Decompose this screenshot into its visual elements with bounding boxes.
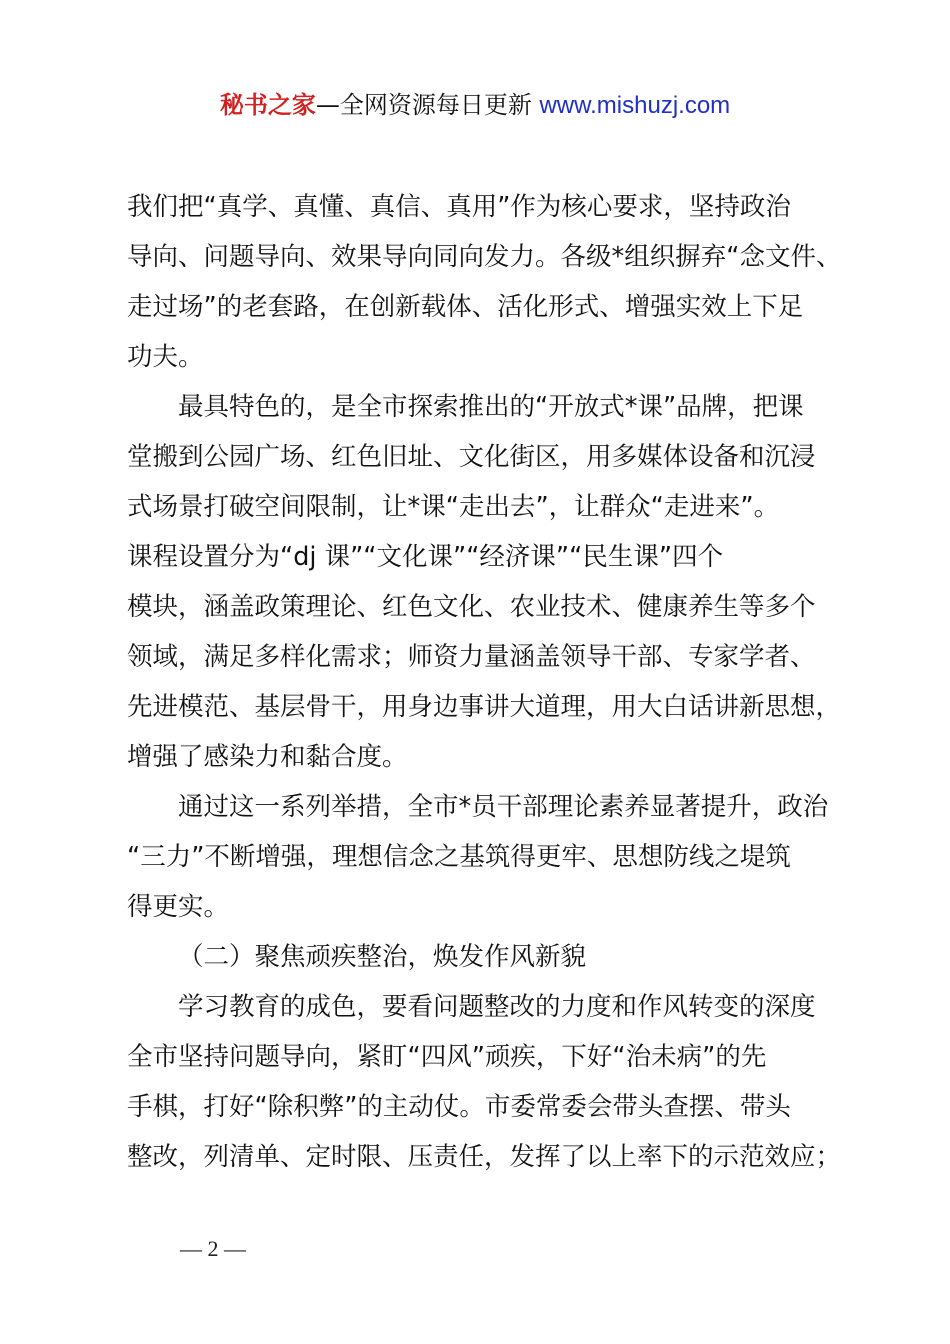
text-line: 课程设置分为“dj 课”“文化课”“经济课”“民生课”四个 (127, 542, 724, 572)
text-line: 增强了感染力和黏合度。 (127, 742, 408, 772)
header-url-link[interactable]: www.mishuzj.com (539, 92, 731, 119)
text-line: 式场景打破空间限制，让*课“走出去”，让群众“走进来”。 (127, 492, 780, 522)
page-number: — 2 — (180, 1236, 246, 1261)
section-heading: （二）聚焦顽疾整治，焕发作风新貌 (178, 942, 587, 972)
text-line: 全市坚持问题导向，紧盯“四风”顽疾，下好“治未病”的先 (127, 1042, 767, 1072)
text-line: 堂搬到公园广场、红色旧址、文化街区，用多媒体设备和沉浸 (127, 442, 816, 472)
text-line: 导向、问题导向、效果导向同向发力。各级*组织摒弃“念文件、 (127, 242, 842, 272)
text-line: 得更实。 (127, 892, 230, 922)
text-line: 整改，列清单、定时限、压责任，发挥了以上率下的示范效应； (127, 1142, 842, 1172)
text-line: 功夫。 (127, 342, 204, 372)
document-header (0, 88, 950, 123)
header-tagline: —全网资源每日更新 (315, 91, 540, 119)
text-line: 领域，满足多样化需求；师资力量涵盖领导干部、专家学者、 (127, 642, 816, 672)
text-line: 手棋，打好“除积弊”的主动仗。市委常委会带头查摆、带头 (127, 1092, 791, 1122)
paragraph-start-line: 最具特色的，是全市探索推出的“开放式*课”品牌，把课 (178, 392, 804, 422)
text-line: 我们把“真学、真懂、真信、真用”作为核心要求，坚持政治 (127, 192, 791, 222)
paragraph-start-line: 学习教育的成色，要看问题整改的力度和作风转变的深度 (178, 992, 816, 1022)
text-line: 先进模范、基层骨干，用身边事讲大道理，用大白话讲新思想， (127, 692, 842, 722)
document-body (127, 182, 842, 1182)
paragraph-start-line: 通过这一系列举措，全市*员干部理论素养显著提升，政治 (178, 792, 829, 822)
brand-name: 秘书之家 (219, 91, 316, 119)
text-line: “三力”不断增强，理想信念之基筑得更牢、思想防线之堤筑 (127, 842, 791, 872)
text-line: 走过场”的老套路，在创新载体、活化形式、增强实效上下足 (127, 292, 804, 322)
text-line: 模块，涵盖政策理论、红色文化、农业技术、健康养生等多个 (127, 592, 816, 622)
